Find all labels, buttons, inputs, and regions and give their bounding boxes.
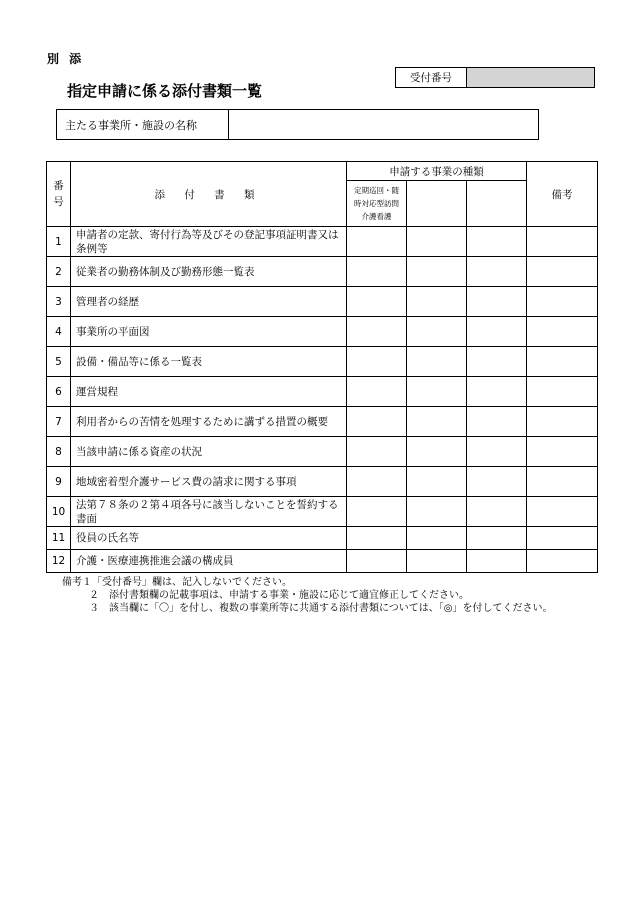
check-cell[interactable]: [407, 257, 467, 287]
row-number: 5: [47, 347, 71, 377]
attachment-table: [46, 161, 598, 573]
service-line3: 介護看護: [361, 212, 392, 221]
row-number: 9: [47, 467, 71, 497]
check-cell[interactable]: [407, 497, 467, 527]
check-cell[interactable]: [467, 550, 527, 573]
row-number: 11: [47, 527, 71, 550]
document-name: 申請者の定款、寄付行為等及びその登記事項証明書又は条例等: [71, 227, 347, 257]
remarks-cell[interactable]: [527, 317, 598, 347]
document-name: 地域密着型介護サービス費の請求に関する事項: [71, 467, 347, 497]
check-cell[interactable]: [407, 550, 467, 573]
document-name: 当該申請に係る資産の状況: [71, 437, 347, 467]
check-cell[interactable]: [467, 437, 527, 467]
header-documents: 添 付 書 類: [71, 162, 347, 227]
check-cell[interactable]: [407, 227, 467, 257]
facility-name-label: 主たる事業所・施設の名称: [57, 110, 229, 139]
table-row: [47, 347, 598, 377]
document-name: 事業所の平面図: [71, 317, 347, 347]
remarks-cell[interactable]: [527, 467, 598, 497]
header-business-type: 申請する事業の種類: [347, 162, 527, 181]
document-name: 従業者の勤務体制及び勤務形態一覧表: [71, 257, 347, 287]
row-number: 2: [47, 257, 71, 287]
check-cell[interactable]: [347, 347, 407, 377]
service-line1: 定期巡回・随: [354, 186, 399, 195]
table-row: [47, 377, 598, 407]
check-cell[interactable]: [347, 467, 407, 497]
check-cell[interactable]: [347, 497, 407, 527]
check-cell[interactable]: [467, 227, 527, 257]
document-name: 法第７８条の２第４項各号に該当しないことを誓約する書面: [71, 497, 347, 527]
remarks-cell[interactable]: [527, 527, 598, 550]
check-cell[interactable]: [407, 377, 467, 407]
row-number: 10: [47, 497, 71, 527]
check-cell[interactable]: [347, 287, 407, 317]
note-1: 備考１「受付番号」欄は、記入しないでください。: [62, 577, 292, 588]
header-blank-col: [467, 181, 527, 227]
check-cell[interactable]: [467, 287, 527, 317]
table-row: [47, 497, 598, 527]
row-number: 6: [47, 377, 71, 407]
document-name: 利用者からの苦情を処理するために講ずる措置の概要: [71, 407, 347, 437]
document-name: 管理者の経歴: [71, 287, 347, 317]
facility-name-box: [56, 109, 539, 140]
check-cell[interactable]: [407, 407, 467, 437]
table-row: [47, 287, 598, 317]
facility-name-field[interactable]: [229, 110, 538, 139]
check-cell[interactable]: [347, 257, 407, 287]
check-cell[interactable]: [347, 437, 407, 467]
document-name: 役員の氏名等: [71, 527, 347, 550]
check-cell[interactable]: [467, 347, 527, 377]
check-cell[interactable]: [347, 407, 407, 437]
table-row: [47, 317, 598, 347]
check-cell[interactable]: [407, 287, 467, 317]
table-row: [47, 527, 598, 550]
notes: [62, 576, 553, 615]
remarks-cell[interactable]: [527, 227, 598, 257]
check-cell[interactable]: [467, 377, 527, 407]
remarks-cell[interactable]: [527, 287, 598, 317]
check-cell[interactable]: [407, 317, 467, 347]
note-3: ３ 該当欄に「〇」を付し、複数の事業所等に共通する添付書類については、「◎」を付してください。: [89, 603, 553, 614]
row-number: 3: [47, 287, 71, 317]
check-cell[interactable]: [407, 527, 467, 550]
document-name: 設備・備品等に係る一覧表: [71, 347, 347, 377]
remarks-cell[interactable]: [527, 497, 598, 527]
table-row: [47, 467, 598, 497]
check-cell[interactable]: [407, 347, 467, 377]
remarks-cell[interactable]: [527, 550, 598, 573]
check-cell[interactable]: [347, 317, 407, 347]
row-number: 8: [47, 437, 71, 467]
check-cell[interactable]: [467, 317, 527, 347]
header-number: [47, 162, 71, 227]
remarks-cell[interactable]: [527, 347, 598, 377]
remarks-cell[interactable]: [527, 407, 598, 437]
row-number: 4: [47, 317, 71, 347]
service-line2: 時対応型訪問: [354, 199, 399, 208]
attachment-tag: 別 添: [47, 52, 85, 66]
remarks-cell[interactable]: [527, 257, 598, 287]
document-name: 介護・医療連携推進会議の構成員: [71, 550, 347, 573]
header-remarks: 備考: [527, 162, 598, 227]
row-number: 7: [47, 407, 71, 437]
table-row: [47, 437, 598, 467]
note-2: ２ 添付書類欄の記載事項は、申請する事業・施設に応じて適宜修正してください。: [89, 590, 469, 601]
check-cell[interactable]: [467, 467, 527, 497]
check-cell[interactable]: [407, 437, 467, 467]
receipt-number-label: 受付番号: [396, 68, 467, 87]
header-blank-col: [407, 181, 467, 227]
document-name: 運営規程: [71, 377, 347, 407]
row-number: 12: [47, 550, 71, 573]
table-row: [47, 550, 598, 573]
header-number-line2: 号: [53, 196, 64, 208]
check-cell[interactable]: [347, 550, 407, 573]
receipt-number-box: [395, 67, 595, 88]
page-title: 指定申請に係る添付書類一覧: [67, 82, 263, 100]
receipt-number-field[interactable]: [467, 68, 594, 87]
remarks-cell[interactable]: [527, 377, 598, 407]
check-cell[interactable]: [467, 257, 527, 287]
check-cell[interactable]: [347, 377, 407, 407]
check-cell[interactable]: [347, 527, 407, 550]
header-number-line1: 番: [53, 180, 64, 192]
table-row: [47, 257, 598, 287]
row-number: 1: [47, 227, 71, 257]
header-service-type: [347, 181, 407, 227]
check-cell[interactable]: [467, 527, 527, 550]
table-row: [47, 407, 598, 437]
check-cell[interactable]: [467, 407, 527, 437]
table-row: [47, 227, 598, 257]
check-cell[interactable]: [347, 227, 407, 257]
check-cell[interactable]: [467, 497, 527, 527]
check-cell[interactable]: [407, 467, 467, 497]
remarks-cell[interactable]: [527, 437, 598, 467]
